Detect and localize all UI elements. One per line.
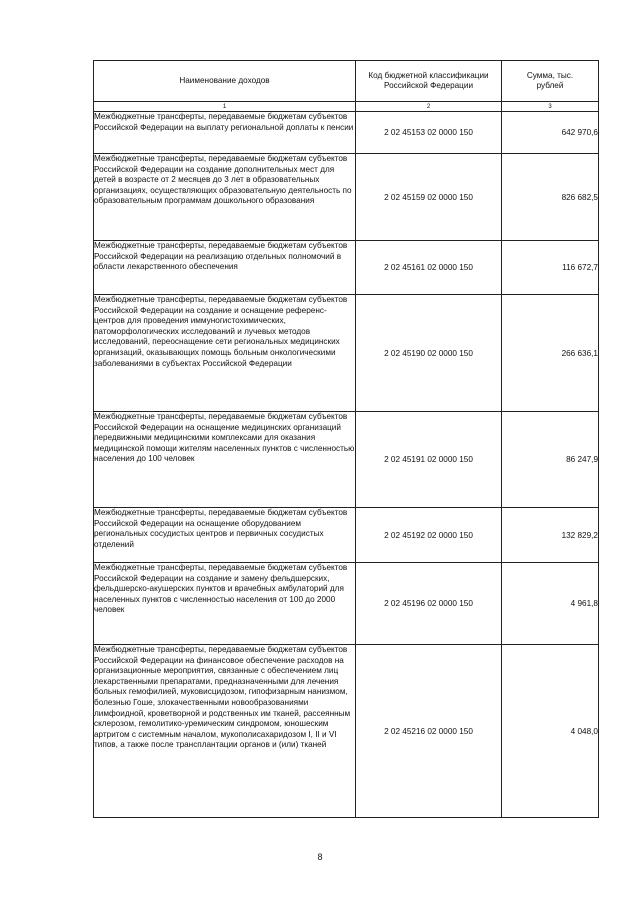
income-name-cell: Межбюджетные трансферты, передаваемые бюджетам субъектов Российской Федерации на выплату региональной доплаты к пенсии <box>94 112 356 154</box>
budget-code-cell: 2 02 45153 02 0000 150 <box>356 112 502 154</box>
budget-code-cell: 2 02 45196 02 0000 150 <box>356 563 502 645</box>
header-budget-code-text: Код бюджетной классификации Российской Федерации <box>368 70 489 90</box>
table-row <box>94 412 599 508</box>
header-income-name <box>94 61 356 102</box>
sum-cell: 116 672,7 <box>502 241 599 295</box>
table-row <box>94 241 599 295</box>
table-row <box>94 295 599 412</box>
column-number-row <box>94 102 599 112</box>
sum-cell: 86 247,9 <box>502 412 599 508</box>
budget-code-cell: 2 02 45190 02 0000 150 <box>356 295 502 412</box>
table-row <box>94 154 599 241</box>
sum-cell: 266 636,1 <box>502 295 599 412</box>
header-income-name-text: Наименование доходов <box>179 75 270 85</box>
column-number: 3 <box>502 102 599 112</box>
income-name-cell: Межбюджетные трансферты, передаваемые бюджетам субъектов Российской Федерации на оснащение оборудованием региональных сосудистых центров и первичных сосудистых отделений <box>94 508 356 563</box>
income-name-cell: Межбюджетные трансферты, передаваемые бюджетам субъектов Российской Федерации на реализацию отдельных полномочий в области лекарственного обеспечения <box>94 241 356 295</box>
revenue-table <box>93 60 599 818</box>
income-name-cell: Межбюджетные трансферты, передаваемые бюджетам субъектов Российской Федерации на создание и замену фельдшерских, фельдшерско-акушерских пунктов и врачебных амбулаторий для населенных пунктов с численностью населения от 100 до 2000 человек <box>94 563 356 645</box>
table-row <box>94 563 599 645</box>
income-name-cell: Межбюджетные трансферты, передаваемые бюджетам субъектов Российской Федерации на финансовое обеспечение расходов на организационные мероприятия, связанные с обеспечением лиц лекарственными препаратами, предназначенными для лечения больных гемофилией, муковисцидозом, гипофизарным нанизмом, болезнью Гоше, злокачественными новообразованиями лимфоидной, кроветворной и родственных им тканей, рассеянным склерозом, гемолитико-уремическим синдромом, юношеским артритом с системным началом, мукополисахаридозом I, II и VI типов, а также после трансплантации органов и (или) тканей <box>94 645 356 818</box>
budget-code-cell: 2 02 45159 02 0000 150 <box>356 154 502 241</box>
sum-cell: 4 961,8 <box>502 563 599 645</box>
income-name-cell: Межбюджетные трансферты, передаваемые бюджетам субъектов Российской Федерации на создание и оснащение референс-центров для проведения иммуногистохимических, патоморфологических исследований и лучевых методов исследований, переоснащение сети региональных медицинских организаций, оказывающих помощь больным онкологическими заболеваниями в субъектах Российской Федерации <box>94 295 356 412</box>
page-number: 8 <box>317 852 323 862</box>
table-row <box>94 508 599 563</box>
sum-cell: 826 682,5 <box>502 154 599 241</box>
column-number: 2 <box>356 102 502 112</box>
sum-cell: 642 970,6 <box>502 112 599 154</box>
table-row <box>94 645 599 818</box>
budget-code-cell: 2 02 45161 02 0000 150 <box>356 241 502 295</box>
header-sum <box>502 61 599 102</box>
budget-code-cell: 2 02 45216 02 0000 150 <box>356 645 502 818</box>
budget-code-cell: 2 02 45192 02 0000 150 <box>356 508 502 563</box>
budget-code-cell: 2 02 45191 02 0000 150 <box>356 412 502 508</box>
sum-cell: 132 829,2 <box>502 508 599 563</box>
income-name-cell: Межбюджетные трансферты, передаваемые бюджетам субъектов Российской Федерации на оснащение медицинских организаций передвижными медицинскими комплексами для оказания медицинской помощи жителям населенных пунктов с численностью населения до 100 человек <box>94 412 356 508</box>
table-header-row <box>94 61 599 102</box>
table-row <box>94 112 599 154</box>
sum-cell: 4 048,0 <box>502 645 599 818</box>
header-sum-text: Сумма, тыс. рублей <box>526 70 574 90</box>
income-name-cell: Межбюджетные трансферты, передаваемые бюджетам субъектов Российской Федерации на создание дополнительных мест для детей в возрасте от 2 месяцев до 3 лет в образовательных организациях, осуществляющих образовательную деятельность по образовательным программам дошкольного образования <box>94 154 356 241</box>
column-number: 1 <box>94 102 356 112</box>
header-budget-code <box>356 61 502 102</box>
